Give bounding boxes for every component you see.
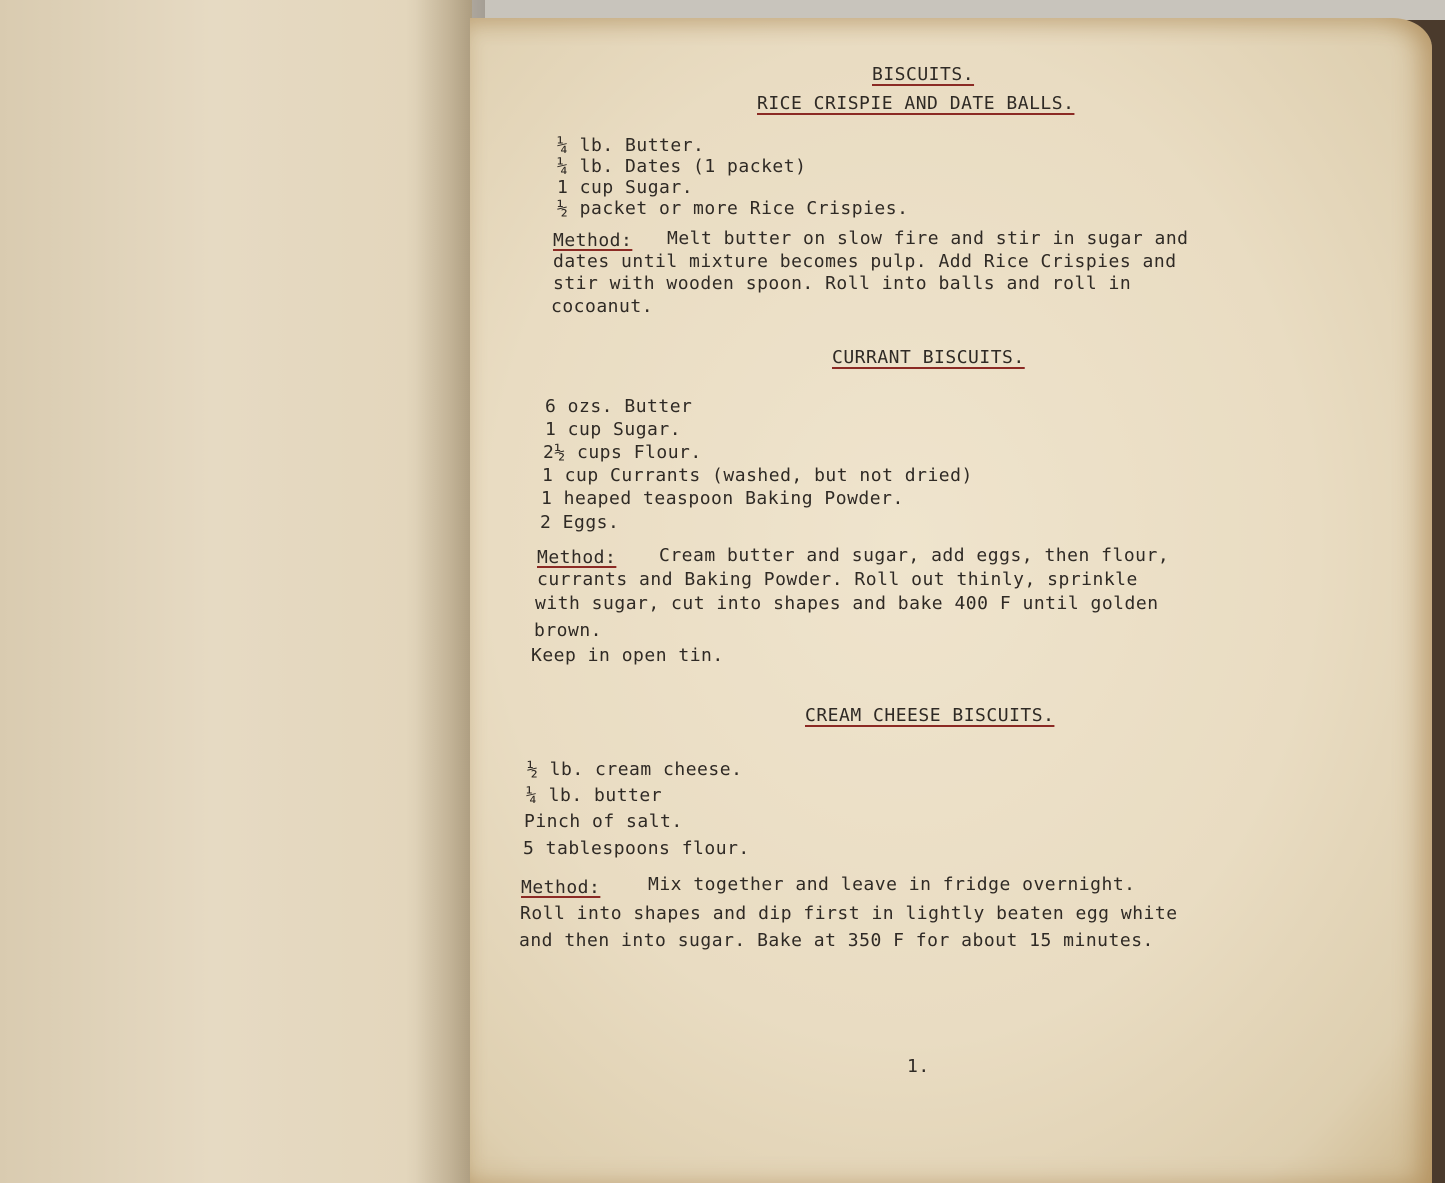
ingredient-line: ½ packet or more Rice Crispies. bbox=[557, 198, 909, 219]
ingredient-line: 1 heaped teaspoon Baking Powder. bbox=[541, 488, 904, 509]
method-line: stir with wooden spoon. Roll into balls and roll in bbox=[553, 273, 1132, 294]
left-page bbox=[0, 0, 472, 1183]
ingredient-line: 2½ cups Flour. bbox=[543, 442, 702, 463]
method-line: Keep in open tin. bbox=[531, 645, 724, 666]
method-line: cocoanut. bbox=[551, 296, 654, 317]
method-line: Mix together and leave in fridge overnight. bbox=[648, 874, 1136, 895]
method-line: currants and Baking Powder. Roll out thinly, sprinkle bbox=[537, 569, 1138, 590]
recipe-title-currant: CURRANT BISCUITS. bbox=[832, 347, 1025, 368]
method-line: Roll into shapes and dip first in lightly beaten egg white bbox=[520, 903, 1178, 924]
method-label: Method: bbox=[553, 230, 633, 251]
recipe-title-rice-crispie: RICE CRISPIE AND DATE BALLS. bbox=[757, 93, 1075, 114]
method-line: Melt butter on slow fire and stir in sugar and bbox=[667, 228, 1189, 249]
ingredient-line: Pinch of salt. bbox=[524, 811, 683, 832]
page-title: BISCUITS. bbox=[872, 64, 975, 85]
ingredient-line: 1 cup Sugar. bbox=[557, 177, 694, 198]
method-label: Method: bbox=[537, 547, 617, 568]
ingredient-line: ¼ lb. butter bbox=[526, 785, 663, 806]
ingredient-line: 2 Eggs. bbox=[540, 512, 620, 533]
method-line: brown. bbox=[534, 620, 603, 641]
background-surface bbox=[470, 0, 1445, 20]
ingredient-line: 1 cup Currants (washed, but not dried) bbox=[542, 465, 973, 486]
ingredient-line: ¼ lb. Butter. bbox=[557, 135, 705, 156]
method-line: dates until mixture becomes pulp. Add Rice Crispies and bbox=[553, 251, 1177, 272]
ingredient-line: ½ lb. cream cheese. bbox=[527, 759, 743, 780]
ingredient-line: ¼ lb. Dates (1 packet) bbox=[557, 156, 807, 177]
method-line: Cream butter and sugar, add eggs, then flour, bbox=[659, 545, 1170, 566]
ingredient-line: 6 ozs. Butter bbox=[545, 396, 693, 417]
method-line: with sugar, cut into shapes and bake 400 F until golden bbox=[535, 593, 1159, 614]
method-line: and then into sugar. Bake at 350 F for about 15 minutes. bbox=[519, 930, 1154, 951]
ingredient-line: 1 cup Sugar. bbox=[545, 419, 682, 440]
method-label: Method: bbox=[521, 877, 601, 898]
recipe-title-cream-cheese: CREAM CHEESE BISCUITS. bbox=[805, 705, 1055, 726]
page-number: 1. bbox=[907, 1056, 930, 1077]
ingredient-line: 5 tablespoons flour. bbox=[523, 838, 750, 859]
